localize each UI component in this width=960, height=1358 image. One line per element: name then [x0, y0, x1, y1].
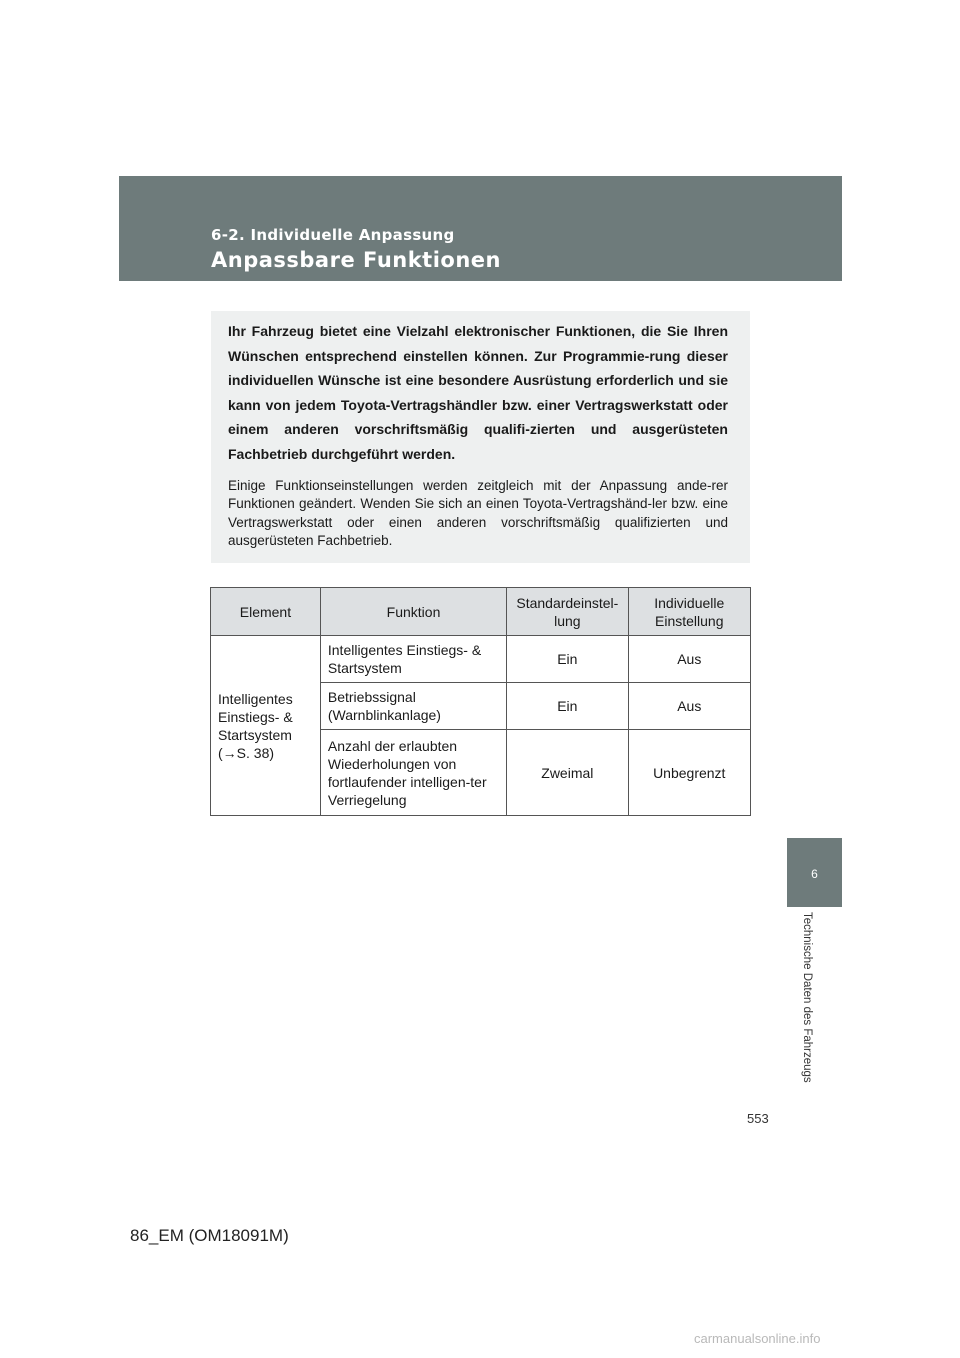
table-row — [211, 636, 751, 683]
default-cell: Ein — [507, 683, 628, 730]
function-cell: Intelligentes Einstiegs- & Startsystem — [320, 636, 506, 683]
custom-cell: Aus — [628, 636, 750, 683]
header-default-setting: Standardeinstel-lung — [507, 588, 628, 636]
page-number: 553 — [747, 1111, 769, 1126]
header-element: Element — [211, 588, 321, 636]
custom-cell: Unbegrenzt — [628, 730, 750, 816]
default-cell: Zweimal — [507, 730, 628, 816]
customization-table — [210, 587, 751, 816]
intro-lead-text: Ihr Fahrzeug bietet eine Vielzahl elektronischer Funktionen, die Sie Ihren Wünschen entsprechend einstellen können. Zur Programmie-rung dieser individuellen Wünsche ist eine besondere Ausrüstung erforderlich und sie kann von jedem Toyota-Vertragshändler bzw. einer Vertragswerkstatt oder einem anderen vorschriftsmäßig qualifi-zierten und ausgerüsteten Fachbetrieb durchgeführt werden. — [228, 323, 728, 462]
default-cell: Ein — [507, 636, 628, 683]
function-cell: Betriebssignal (Warnblinkanlage) — [320, 683, 506, 730]
document-code: 86_EM (OM18091M) — [130, 1226, 289, 1245]
chapter-label: Technische Daten des Fahrzeugs — [801, 912, 813, 1083]
element-cell: Intelligentes Einstiegs- & Startsystem (→S. 38) — [211, 636, 321, 816]
header-custom-setting: Individuelle Einstellung — [628, 588, 750, 636]
intro-note-text: Einige Funktionseinstellungen werden zeitgleich mit der Anpassung ande-rer Funktionen geändert. Wenden Sie sich an einen Toyota-Vertragshänd-ler bzw. eine Vertragswerkstatt oder einen anderen vorschriftsmäßig qualifizierten und ausgerüsteten Fachbetrieb. — [228, 477, 728, 549]
table-header-row — [211, 588, 751, 636]
watermark-text: carmanualsonline.info — [694, 1331, 821, 1346]
function-cell: Anzahl der erlaubten Wiederholungen von fortlaufender intelligen-ter Verriegelung — [320, 730, 506, 816]
chapter-tab: 6 — [787, 838, 842, 907]
header-function: Funktion — [320, 588, 506, 636]
custom-cell: Aus — [628, 683, 750, 730]
intro-box — [211, 311, 750, 563]
section-subtitle: 6-2. Individuelle Anpassung — [211, 226, 455, 244]
section-header — [119, 176, 842, 281]
page-title: Anpassbare Funktionen — [211, 248, 501, 272]
